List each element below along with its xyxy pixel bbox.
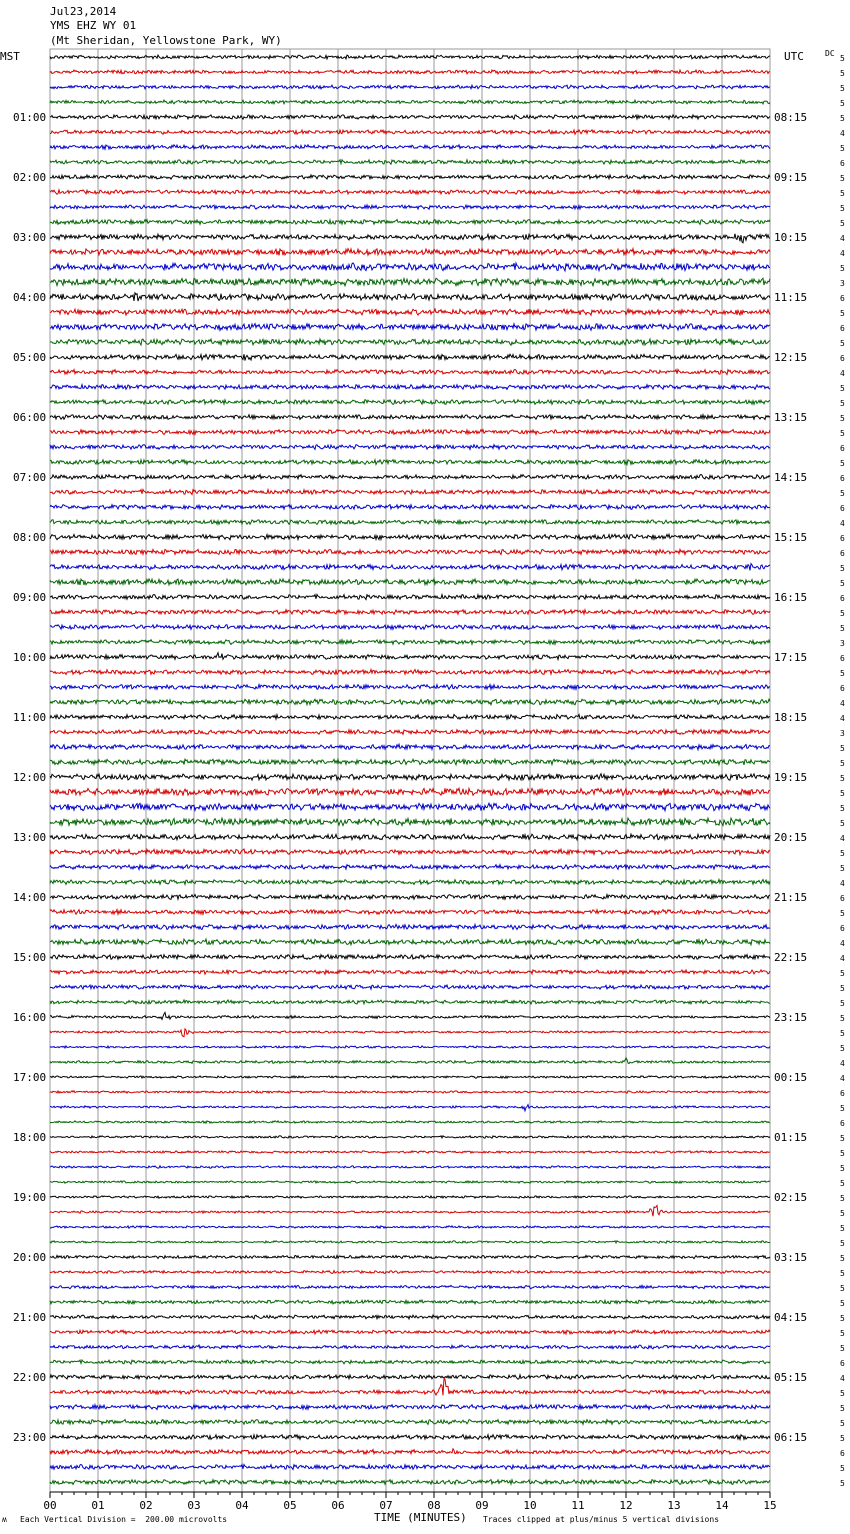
dc-offset-label: 5 [840,1224,845,1233]
dc-offset-label: 5 [840,189,845,198]
trace-line [50,309,770,315]
dc-offset-label: 6 [840,504,845,513]
scale-note: Each Vertical Division = 200.00 microvolts [20,1515,228,1524]
trace-line [50,774,770,780]
left-hour-label: 21:00 [13,1311,47,1324]
trace-line [50,1255,770,1258]
dc-offset-label: 5 [840,849,845,858]
trace-line [50,70,770,74]
trace-line [50,955,770,960]
dc-offset-label: 5 [840,219,845,228]
dc-offset-label: 5 [840,579,845,588]
trace-line [50,1226,770,1228]
trace-line [50,1121,770,1123]
trace-line [50,834,770,840]
trace-line [50,1271,770,1274]
right-hour-label: 17:15 [774,651,808,664]
left-hour-label: 12:00 [13,771,47,784]
trace-line [50,1000,770,1004]
trace-line [50,865,770,870]
right-hour-label: 21:15 [774,891,808,904]
trace-line [50,924,770,929]
right-hour-label: 23:15 [774,1011,808,1024]
dc-offset-label: 5 [840,459,845,468]
left-hour-label: 08:00 [13,531,47,544]
right-hour-label: 18:15 [774,711,808,724]
dc-offset-label: 6 [840,444,845,453]
trace-line [50,505,770,510]
left-hour-label: 23:00 [13,1431,47,1444]
left-hour-label: 02:00 [13,171,47,184]
dc-offset-label: 5 [840,339,845,348]
plot-date: Jul23,2014 [50,5,117,18]
trace-line [50,1091,770,1093]
trace-line [50,293,770,301]
trace-line [50,205,770,209]
dc-offset-label: 5 [840,204,845,213]
trace-line [50,370,770,375]
right-hour-label: 13:15 [774,411,808,424]
dc-offset-label: 4 [840,129,845,138]
trace-line [50,1300,770,1304]
dc-offset-label: 4 [840,519,845,528]
trace-line [50,175,770,179]
trace-line [50,1330,770,1334]
dc-offset-label: 5 [840,1314,845,1323]
dc-offset-label: 5 [840,1404,845,1413]
left-hour-label: 20:00 [13,1251,47,1264]
left-timezone-label: MST [0,50,20,63]
trace-line [50,549,770,554]
trace-line [50,849,770,855]
left-hour-label: 04:00 [13,291,47,304]
trace-line [50,263,770,271]
left-hour-label: 05:00 [13,351,47,364]
left-hour-label: 15:00 [13,951,47,964]
dc-offset-label: 5 [840,1134,845,1143]
dc-offset-label: 3 [840,639,845,648]
trace-line [50,1206,770,1217]
trace-line [50,324,770,331]
trace-line [50,744,770,749]
trace-line [50,610,770,615]
trace-line [50,788,770,795]
right-hour-label: 14:15 [774,471,808,484]
trace-line [50,595,770,600]
dc-offset-label: 5 [840,1419,845,1428]
x-tick-label: 12 [619,1499,633,1512]
right-hour-label: 10:15 [774,231,808,244]
trace-line [50,1465,770,1470]
trace-line [50,415,770,420]
dc-offset-label: 3 [840,729,845,738]
dc-offset-label: 6 [840,1449,845,1458]
dc-offset-label: 5 [840,1194,845,1203]
right-hour-label: 12:15 [774,351,808,364]
dc-offset-label: 5 [840,99,845,108]
dc-offset-label: 5 [840,114,845,123]
x-tick-label: 06 [331,1499,345,1512]
dc-offset-label: 5 [840,1269,845,1278]
dc-offset-label: 4 [840,234,845,243]
trace-line [50,985,770,989]
trace-line [50,1378,770,1396]
trace-line [50,803,770,811]
dc-offset-label: 5 [840,1239,845,1248]
dc-offset-label: 6 [840,684,845,693]
right-hour-label: 00:15 [774,1071,808,1084]
dc-offset-label: 5 [840,1149,845,1158]
x-tick-label: 09 [475,1499,489,1512]
trace-line [50,818,770,826]
trace-line [50,190,770,194]
trace-line [50,653,770,660]
dc-offset-label: 5 [840,1164,845,1173]
right-hour-label: 01:15 [774,1131,808,1144]
station-location: (Mt Sheridan, Yellowstone Park, WY) [50,34,282,47]
trace-line [50,1375,770,1379]
dc-offset-label: 4 [840,1059,845,1068]
dc-offset-label: 5 [840,144,845,153]
dc-offset-label: 5 [840,669,845,678]
right-hour-label: 03:15 [774,1251,808,1264]
trace-line [50,1241,770,1243]
dc-offset-label: 6 [840,534,845,543]
x-axis-title: TIME (MINUTES) [374,1511,467,1524]
trace-line [50,715,770,720]
trace-line [50,1166,770,1168]
left-hour-label: 18:00 [13,1131,47,1144]
dc-offset-label: 4 [840,699,845,708]
trace-line [50,670,770,675]
trace-line [50,160,770,164]
x-tick-label: 08 [427,1499,441,1512]
dc-offset-label: 5 [840,1179,845,1188]
dc-offset-label: 5 [840,174,845,183]
trace-line [50,115,770,119]
right-hour-label: 06:15 [774,1431,808,1444]
dc-offset-label: 5 [840,909,845,918]
trace-line [50,1449,770,1454]
trace-line [50,130,770,134]
dc-offset-label: 5 [840,804,845,813]
trace-line [50,220,770,225]
trace-line [50,579,770,585]
dc-offset-label: 5 [840,1479,845,1488]
trace-line [50,1405,770,1410]
dc-offset-label: 5 [840,789,845,798]
left-hour-label: 16:00 [13,1011,47,1024]
seismogram-traces [50,55,770,1484]
trace-line [50,1012,770,1019]
left-hour-label: 17:00 [13,1071,47,1084]
dc-offset-label: 5 [840,774,845,783]
trace-line [50,685,770,690]
left-hour-label: 01:00 [13,111,47,124]
dc-offset-label: 5 [840,609,845,618]
dc-offset-label: 5 [840,489,845,498]
x-tick-label: 15 [763,1499,777,1512]
dc-offset-label: 5 [840,864,845,873]
x-tick-label: 14 [715,1499,729,1512]
dc-offset-label: 5 [840,624,845,633]
trace-line [50,880,770,885]
trace-line [50,1029,770,1037]
dc-offset-label: 6 [840,594,845,603]
dc-offset-label: 5 [840,84,845,93]
trace-line [50,1076,770,1078]
dc-offset-label: 5 [840,969,845,978]
dc-offset-label: 4 [840,954,845,963]
trace-line [50,564,770,571]
dc-offset-label: 4 [840,714,845,723]
trace-line [50,1046,770,1048]
trace-line [50,1058,770,1064]
dc-offset-label: 3 [840,279,845,288]
right-hour-label: 08:15 [774,111,808,124]
dc-offset-label: 5 [840,1029,845,1038]
dc-offset-label: 5 [840,819,845,828]
left-hour-label: 06:00 [13,411,47,424]
dc-offset-label: 4 [840,1074,845,1083]
trace-line [50,249,770,256]
dc-offset-label: 5 [840,999,845,1008]
dc-offset-label: 5 [840,1209,845,1218]
trace-line [50,1435,770,1440]
right-hour-label: 15:15 [774,531,808,544]
trace-line [50,1196,770,1198]
x-tick-label: 00 [43,1499,57,1512]
dc-offset-label: 4 [840,1374,845,1383]
trace-line [50,939,770,945]
trace-line [50,640,770,645]
trace-line [50,730,770,735]
trace-line [50,699,770,705]
trace-line [50,1480,770,1485]
dc-offset-label: 6 [840,654,845,663]
dc-offset-label: 5 [840,399,845,408]
dc-offset-label: 4 [840,834,845,843]
clip-note: Traces clipped at plus/minus 5 vertical divisions [483,1515,720,1524]
trace-line [50,1360,770,1364]
right-hour-label: 16:15 [774,591,808,604]
trace-line [50,430,770,435]
dc-offset-label: 6 [840,549,845,558]
dc-offset-label: 5 [840,54,845,63]
left-hour-label: 13:00 [13,831,47,844]
trace-line [50,520,770,525]
footer-mark: ʍ [2,1515,7,1524]
right-hour-label: 09:15 [774,171,808,184]
trace-line [50,278,770,286]
left-hour-label: 19:00 [13,1191,47,1204]
trace-line [50,759,770,765]
dc-offset-label: 6 [840,294,845,303]
x-tick-label: 02 [139,1499,153,1512]
left-hour-label: 07:00 [13,471,47,484]
dc-offset-label: 5 [840,429,845,438]
trace-line [50,85,770,89]
dc-offset-label: 5 [840,1284,845,1293]
dc-offset-label: 5 [840,1299,845,1308]
dc-offset-label: 5 [840,1014,845,1023]
dc-offset-label: 5 [840,564,845,573]
right-hour-label: 11:15 [774,291,808,304]
trace-line [50,339,770,345]
dc-offset-label: 6 [840,924,845,933]
right-hour-label: 02:15 [774,1191,808,1204]
left-hour-label: 11:00 [13,711,47,724]
trace-line [50,490,770,495]
trace-line [50,460,770,465]
trace-line [50,385,770,390]
right-hour-label: 20:15 [774,831,808,844]
trace-line [50,100,770,104]
dc-offset-label: 4 [840,369,845,378]
right-hour-label: 05:15 [774,1371,808,1384]
dc-offset-label: 5 [840,69,845,78]
x-tick-label: 05 [283,1499,297,1512]
trace-line [50,445,770,450]
dc-offset-label: 5 [840,759,845,768]
dc-offset-label: 6 [840,159,845,168]
trace-line [50,1181,770,1183]
right-hour-label: 04:15 [774,1311,808,1324]
trace-line [50,910,770,915]
dc-offset-label: 5 [840,264,845,273]
x-tick-label: 07 [379,1499,393,1512]
left-hour-label: 03:00 [13,231,47,244]
left-hour-label: 09:00 [13,591,47,604]
trace-line [50,1285,770,1288]
left-hour-label: 10:00 [13,651,47,664]
dc-offset-label: 6 [840,1119,845,1128]
dc-offset-label: 5 [840,1044,845,1053]
x-tick-label: 01 [91,1499,105,1512]
trace-line [50,895,770,900]
trace-line [50,475,770,480]
trace-line [50,1136,770,1138]
dc-offset-label: 5 [840,1329,845,1338]
dc-offset-label: 5 [840,1344,845,1353]
right-timezone-label: UTC [784,50,804,63]
trace-line [50,625,770,630]
dc-offset-label: 6 [840,1089,845,1098]
trace-line [50,1315,770,1319]
left-hour-label: 22:00 [13,1371,47,1384]
dc-offset-label: 5 [840,1254,845,1263]
trace-line [50,1151,770,1153]
x-tick-label: 10 [523,1499,537,1512]
x-tick-label: 11 [571,1499,585,1512]
dc-offset-label: 5 [840,1464,845,1473]
dc-offset-label: 4 [840,249,845,258]
dc-offset-label: 5 [840,1434,845,1443]
trace-line [50,145,770,149]
dc-offset-label: 5 [840,1389,845,1398]
station-code: YMS EHZ WY 01 [50,19,137,32]
dc-offset-label: 5 [840,984,845,993]
trace-line [50,354,770,360]
dc-offset-label: 6 [840,474,845,483]
trace-line [50,1345,770,1349]
trace-line [50,400,770,405]
dc-label: DC [825,49,835,58]
dc-offset-label: 5 [840,744,845,753]
x-tick-label: 13 [667,1499,681,1512]
dc-offset-label: 6 [840,1359,845,1368]
dc-offset-label: 6 [840,354,845,363]
dc-offset-label: 6 [840,894,845,903]
trace-line [50,970,770,974]
trace-line [50,55,770,59]
dc-offset-label: 6 [840,324,845,333]
trace-line [50,1105,770,1111]
dc-offset-label: 5 [840,384,845,393]
dc-offset-label: 5 [840,414,845,423]
dc-offset-label: 4 [840,879,845,888]
trace-line [50,534,770,539]
x-tick-label: 03 [187,1499,201,1512]
dc-offset-label: 5 [840,309,845,318]
dc-offset-label: 4 [840,939,845,948]
right-hour-label: 19:15 [774,771,808,784]
x-tick-label: 04 [235,1499,249,1512]
right-hour-label: 22:15 [774,951,808,964]
axis-labels [13,54,845,1512]
dc-offset-label: 5 [840,1104,845,1113]
left-hour-label: 14:00 [13,891,47,904]
trace-line [50,234,770,243]
trace-line [50,1420,770,1425]
